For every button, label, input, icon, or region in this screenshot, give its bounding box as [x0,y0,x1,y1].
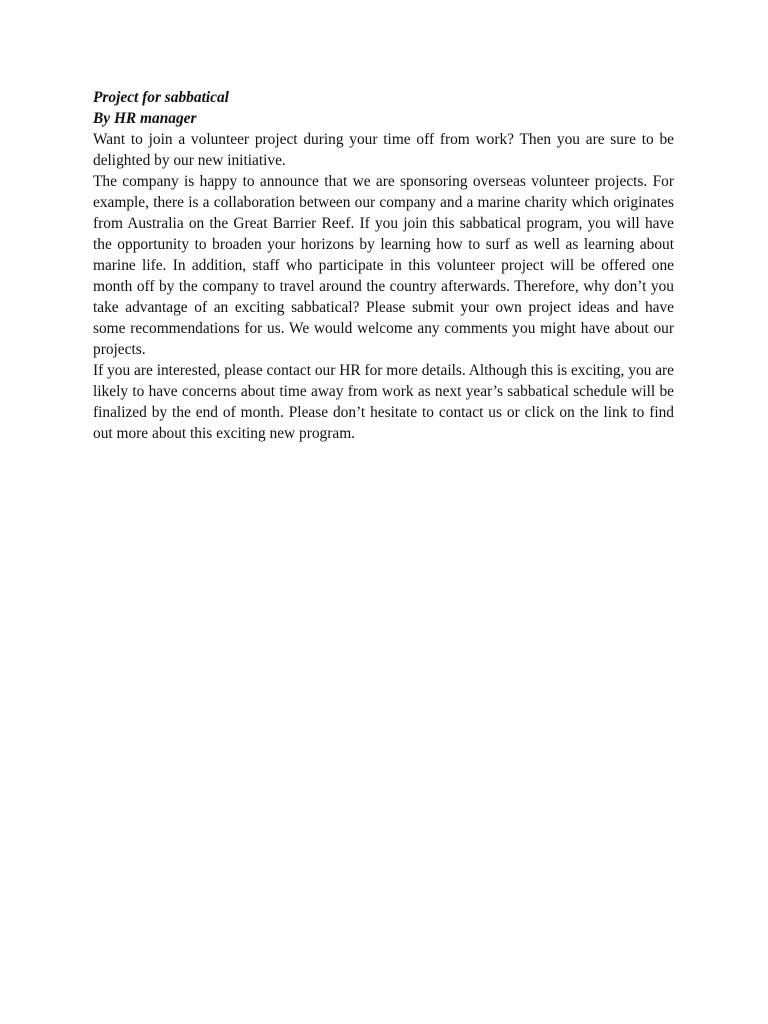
paragraph-announcement: The company is happy to announce that we are sponsoring overseas volunteer projects. For example, there is a collaboration between our company and a marine charity which originates from Australia on the Great Barrier Reef. If you join this sabbatical program, you will have the opportunity to broaden your horizons by learning how to surf as well as learning about marine life. In addition, staff who participate in this volunteer project will be offered one month off by the company to travel around the country afterwards. Therefore, why don’t you take advantage of an exciting sabbatical? Please submit your own project ideas and have some recommendations for us. We would welcome any comments you might have about our projects. [93,173,674,358]
paragraph-contact: If you are interested, please contact our HR for more details. Although this is exciting, you are likely to have concerns about time away from work as next year’s sabbatical schedule will be finalized by the end of month. Please don’t hesitate to contact us or click on the link to find out more about this exciting new program. [93,362,674,442]
paragraph-intro: Want to join a volunteer project during your time off from work? Then you are sure to be delighted by our new initiative. [93,131,674,169]
document-title: Project for sabbatical [93,89,229,106]
document-byline: By HR manager [93,110,197,127]
document-body [93,87,674,444]
